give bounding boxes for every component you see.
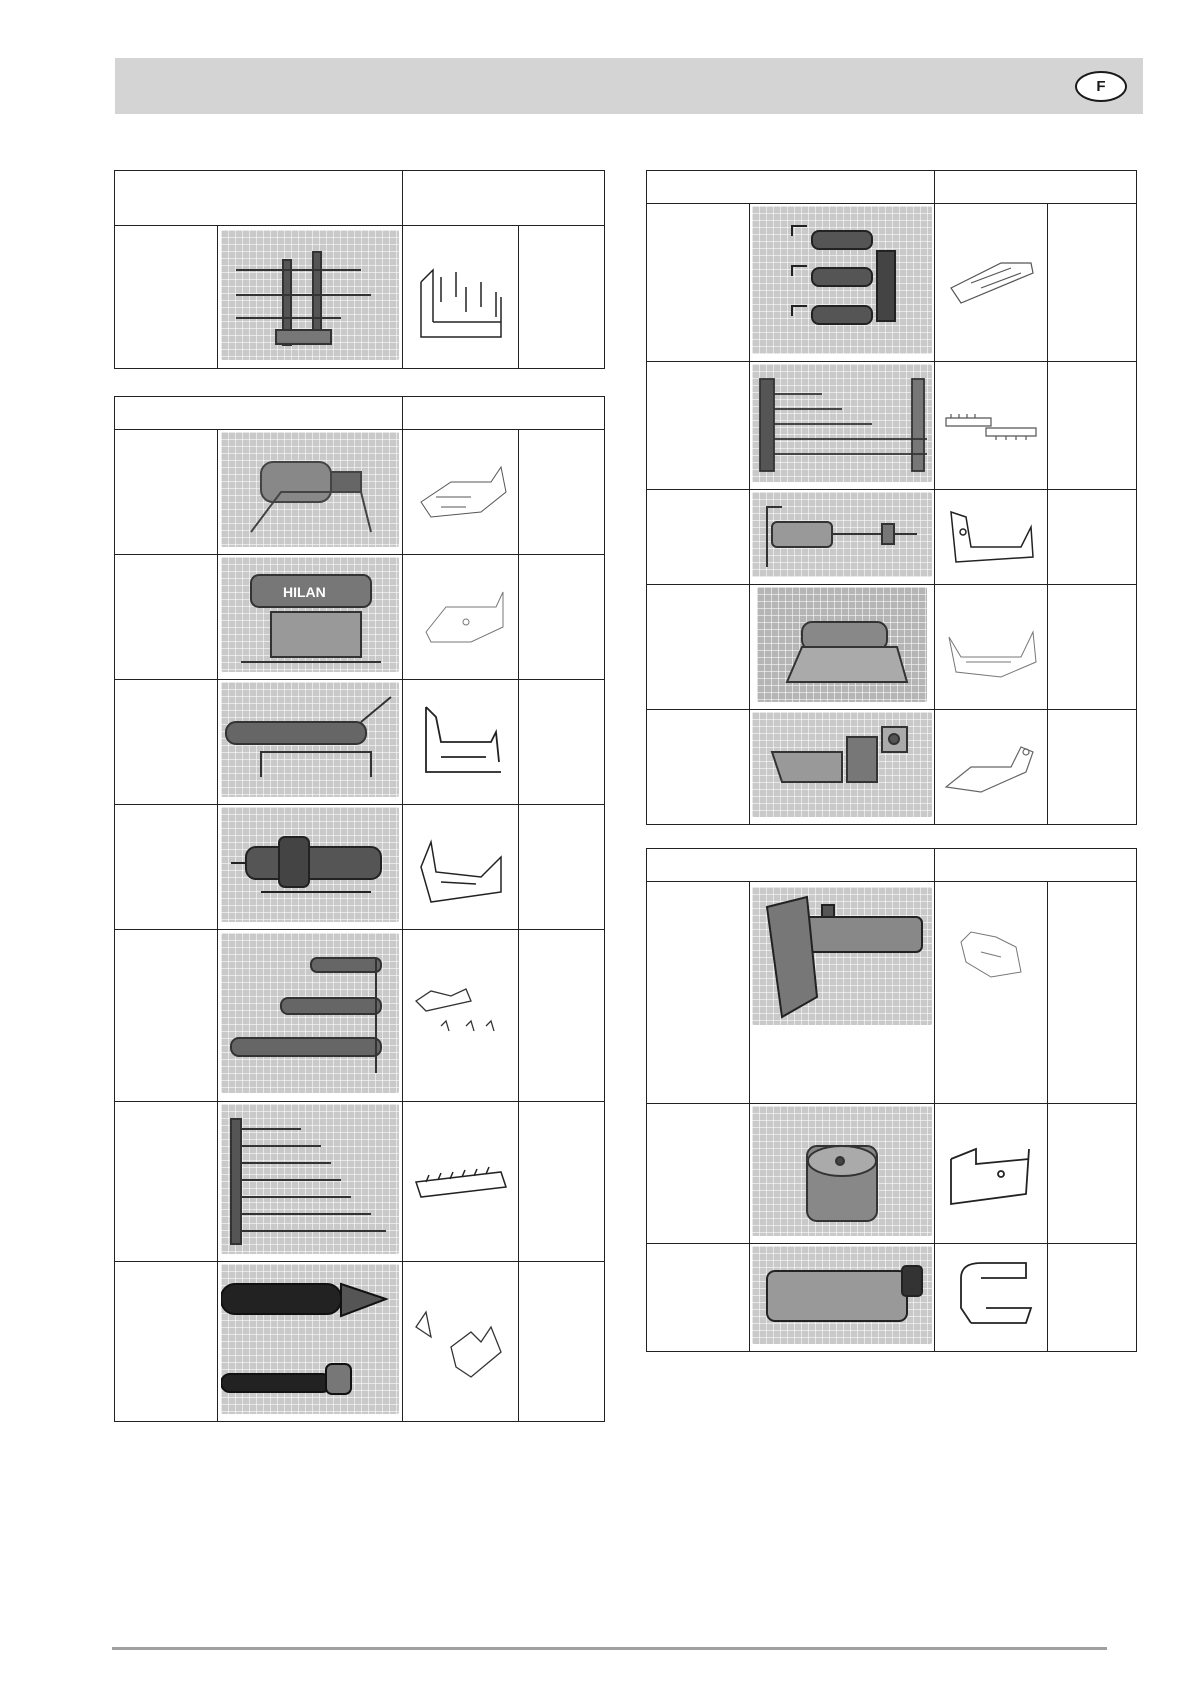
- u-bracket-icon: [403, 242, 518, 352]
- table-row: [115, 930, 605, 1102]
- triple-clip-icon: [403, 981, 518, 1051]
- header-cell-left: [115, 171, 403, 226]
- table-row: [115, 430, 605, 555]
- label-cell: [115, 930, 218, 1102]
- three-tools-rack-photo: [221, 933, 399, 1093]
- cylinder-on-plate-photo: [757, 587, 927, 702]
- label-cell: [115, 226, 218, 369]
- black-handle-and-hose-photo: [221, 1264, 399, 1414]
- table-row: [115, 680, 605, 805]
- table-row: [115, 805, 605, 930]
- long-tool-on-bracket-photo: [221, 682, 399, 797]
- comb-strip-icon: [935, 406, 1047, 446]
- header-cell-right: [935, 849, 1137, 882]
- table-row: [647, 490, 1137, 585]
- multi-bit-rack-photo: [221, 1104, 399, 1254]
- tray-bracket-icon: [403, 822, 518, 912]
- hook-tools-rack-photo: [752, 206, 932, 354]
- tube-holder-photo: [752, 1246, 932, 1344]
- label-cell: [647, 1104, 750, 1244]
- parts-table-3: [646, 170, 1137, 825]
- table-row: [647, 585, 1137, 710]
- label-cell: [115, 1262, 218, 1422]
- label-cell: [647, 882, 750, 1104]
- parts-table-2: [114, 396, 605, 1422]
- hilan-tool-on-stand-photo: [221, 557, 399, 672]
- table-header-row: [647, 849, 1137, 882]
- bracket-sketch-icon: [935, 612, 1047, 682]
- c-holder-icon: [935, 1129, 1047, 1219]
- mount-sketch-icon: [935, 912, 1047, 982]
- spare-cell: [1048, 585, 1137, 710]
- header-cell-left: [647, 849, 935, 882]
- spare-cell: [519, 805, 605, 930]
- fork-clip-icon: [935, 243, 1047, 323]
- parts-table-1: [114, 170, 605, 369]
- label-cell: [647, 585, 750, 710]
- pistol-grip-tool-photo: [752, 887, 932, 1025]
- spare-cell: [519, 226, 605, 369]
- header-cell-right: [403, 397, 605, 430]
- spare-cell: [519, 555, 605, 680]
- spare-cell: [519, 680, 605, 805]
- label-cell: [647, 1244, 750, 1352]
- spare-cell: [1048, 710, 1137, 825]
- table-row: [647, 362, 1137, 490]
- table-header-row: [115, 171, 605, 226]
- round-puck-holder-photo: [752, 1106, 932, 1236]
- label-cell: [647, 362, 750, 490]
- dark-cylinder-tool-photo: [221, 807, 399, 922]
- table-row: [647, 1244, 1137, 1352]
- table-row: [647, 710, 1137, 825]
- label-cell: [115, 680, 218, 805]
- language-badge: F: [1075, 71, 1127, 102]
- spare-cell: [1048, 490, 1137, 585]
- spare-cell: [519, 930, 605, 1102]
- label-cell: [115, 805, 218, 930]
- header-cell-left: [115, 397, 403, 430]
- label-cell: [115, 1102, 218, 1262]
- angled-bracket-icon: [935, 727, 1047, 807]
- parts-table-4: [646, 848, 1137, 1352]
- table-row: [647, 1104, 1137, 1244]
- table-header-row: [115, 397, 605, 430]
- label-cell: [647, 710, 750, 825]
- table-row: [115, 1262, 605, 1422]
- angled-tool-holder-photo: [752, 712, 932, 817]
- spare-cell: [1048, 362, 1137, 490]
- svg-text:HILAN: HILAN: [283, 584, 326, 600]
- label-cell: [115, 555, 218, 680]
- u-stand-icon: [403, 697, 518, 787]
- clip-pair-icon: [403, 1297, 518, 1387]
- table-row: [115, 555, 605, 680]
- header-cell-left: [647, 171, 935, 204]
- header-cell-right: [403, 171, 605, 226]
- spare-cell: [519, 1262, 605, 1422]
- header-band: [115, 58, 1143, 114]
- hilan-cylinder-on-bracket-photo: [221, 432, 399, 547]
- threaded-rod-bracket-photo: [752, 492, 932, 577]
- table-row: [115, 1102, 605, 1262]
- label-cell: [647, 490, 750, 585]
- bracket-sketch-icon: [403, 452, 518, 532]
- comb-rack-icon: [403, 1157, 518, 1207]
- side-bracket-icon: [935, 502, 1047, 572]
- label-cell: [115, 430, 218, 555]
- spare-cell: [519, 1102, 605, 1262]
- table-header-row: [647, 171, 1137, 204]
- spare-cell: [1048, 204, 1137, 362]
- spare-cell: [1048, 882, 1137, 1104]
- label-cell: [647, 204, 750, 362]
- tool-holder-rack-photo: [221, 230, 399, 360]
- long-rod-rack-photo: [752, 364, 932, 482]
- header-cell-right: [935, 171, 1137, 204]
- footer-rule: [112, 1647, 1107, 1650]
- table-row: [647, 204, 1137, 362]
- spare-cell: [519, 430, 605, 555]
- loop-holder-icon: [935, 1253, 1047, 1343]
- bracket-sketch-icon: [403, 577, 518, 657]
- table-row: [115, 226, 605, 369]
- spare-cell: [1048, 1104, 1137, 1244]
- table-row: [647, 882, 1137, 1104]
- spare-cell: [1048, 1244, 1137, 1352]
